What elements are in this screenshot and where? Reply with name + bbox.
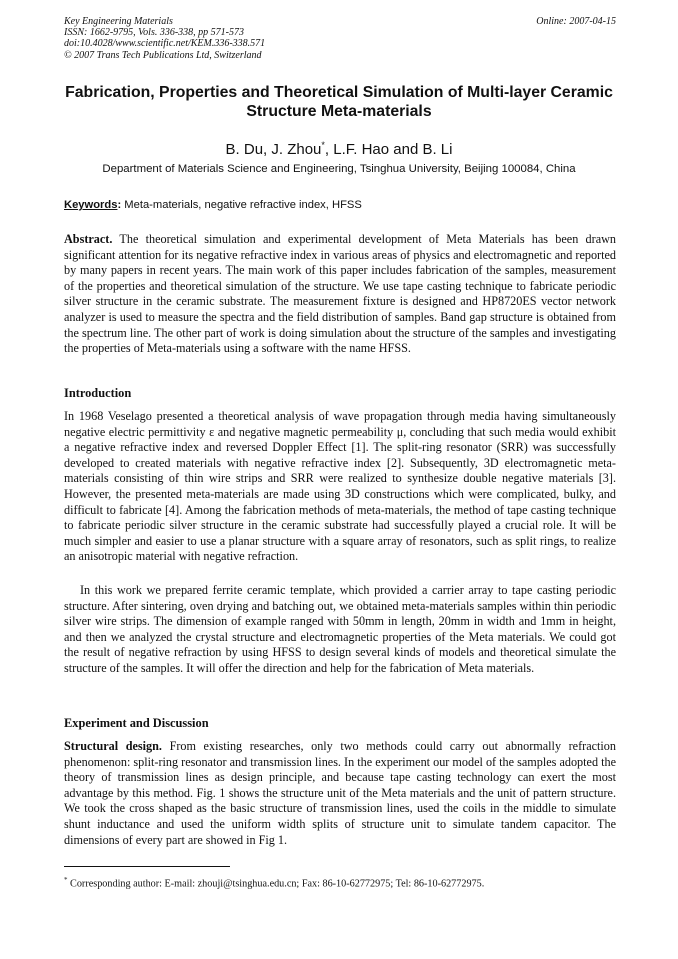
online-date: Online: 2007-04-15 — [536, 16, 616, 27]
keywords-label: Keywords — [64, 199, 118, 211]
doi-line: doi:10.4028/www.scientific.net/KEM.336-338.571 — [64, 38, 266, 50]
issn-line: ISSN: 1662-9795, Vols. 336-338, pp 571-573 — [64, 27, 244, 39]
abstract-text: The theoretical simulation and experimental development of Meta Materials has been drawn significant attention for its negative refractive index in various areas of physics and electromagnetic and reported by many papers in recent years. The main work of this paper includes fabrication of the samples, measurement of the properties and theoretical simulation of the structure. We use tape casting technique to fabricate periodic silver structure in the ceramic substrate. The measurement fixture is designed and HP8720ES vector network analyzer is used to measure the spectra and the field distribution of samples. Band gap structure is obtained from the spectrum line. The other part of work is doing simulation about the structure of the samples and investigating the properties of Meta-materials using a software with the name HFSS. — [64, 232, 616, 356]
copyright-line: © 2007 Trans Tech Publications Ltd, Switzerland — [64, 49, 262, 61]
introduction-paragraph-2: In this work we prepared ferrite ceramic template, which provided a carrier array to tape casting periodic structure. After sintering, oven drying and batching out, we obtained meta-materials samples within thin periodic silver wire strips. The dimension of example ranged with 50mm in length, 20mm in width and 1mm in height, and then we analyzed the crystal structure and electromagnetic properties of the Meta materials. We could got the result of negative refraction by using HFSS to design several kinds of models and theoretical simulate the structure of the samples. It will offer the direction and help for the fabrication of Meta materials. — [64, 583, 616, 675]
footnote-divider — [64, 866, 230, 867]
journal-header — [64, 16, 616, 61]
affiliation: Department of Materials Science and Engineering, Tsinghua University, Beijing 100084, China — [102, 163, 576, 175]
author-names-part-1: B. Du, J. Zhou — [225, 141, 322, 158]
introduction-paragraph-1: In 1968 Veselago presented a theoretical analysis of wave propagation through media having simultaneously negative electric permittivity ε and negative magnetic permeability μ, concluding that such media would exhibit a negative refractive index and reversed Doppler Effect [1]. The split-ring resonator (SRR) was successfully developed to created materials with negative refractive index [2]. Subsequently, 3D electromagnetic meta-materials consisting of thin wire strips and SRR were realized to synthesize double negative materials [3]. However, the presented meta-materials are made using 3D constructions which were complicated, bulky, and difficult to fabricate [4]. Among the fabrication methods of meta-materials, the method of tape casting technique to fabricate periodic silver structure in the ceramic substrate had successfully played a crucial role. It will be much simpler and easier to use a planar structure with a square array of resonators, such as split rings, to realize an anisotropic material with negative refraction. — [64, 409, 616, 564]
introduction-heading: Introduction — [64, 386, 132, 400]
keywords-text: Meta-materials, negative refractive index, HFSS — [121, 199, 362, 211]
keywords-colon: : — [117, 199, 122, 211]
author-list — [40, 136, 638, 159]
structural-design-text: From existing researches, only two methods could carry out abnormally refraction phenomenon: split-ring resonator and transmission lines. In the experiment our model of the samples adopted the theory of transmission lines as design principle, and because tape casting technology can exert the most advantage by this method. Fig. 1 shows the structure unit of the Meta materials and the unit of pattern structure. We took the cross shaped as the basic structure of transmission lines, used the coils in the middle to simulate shunt inductance and used the uniform width splits of structure unit to simulate tandem capacitor. The dimensions of every part are showed in Fig 1. — [64, 739, 616, 847]
footnote-mark: * — [64, 876, 68, 884]
corresponding-author-mark: * — [321, 140, 325, 150]
structural-design-paragraph — [64, 739, 616, 848]
author-names-part-2: , L.F. Hao and B. Li — [324, 141, 453, 158]
structural-design-label: Structural design. — [64, 739, 162, 753]
footnote — [64, 874, 616, 890]
journal-name: Key Engineering Materials — [64, 16, 173, 27]
paper-title: Fabrication, Properties and Theoretical Simulation of Multi-layer Ceramic Structure Meta-materials — [65, 84, 613, 120]
abstract-paragraph — [64, 232, 616, 357]
footnote-text: Corresponding author: E-mail: zhouji@tsinghua.edu.cn; Fax: 86-10-62772975; Tel: 86-10-62772975. — [67, 878, 485, 890]
keywords-line — [64, 198, 624, 212]
abstract-label: Abstract. — [64, 232, 113, 246]
experiment-heading: Experiment and Discussion — [64, 716, 209, 730]
